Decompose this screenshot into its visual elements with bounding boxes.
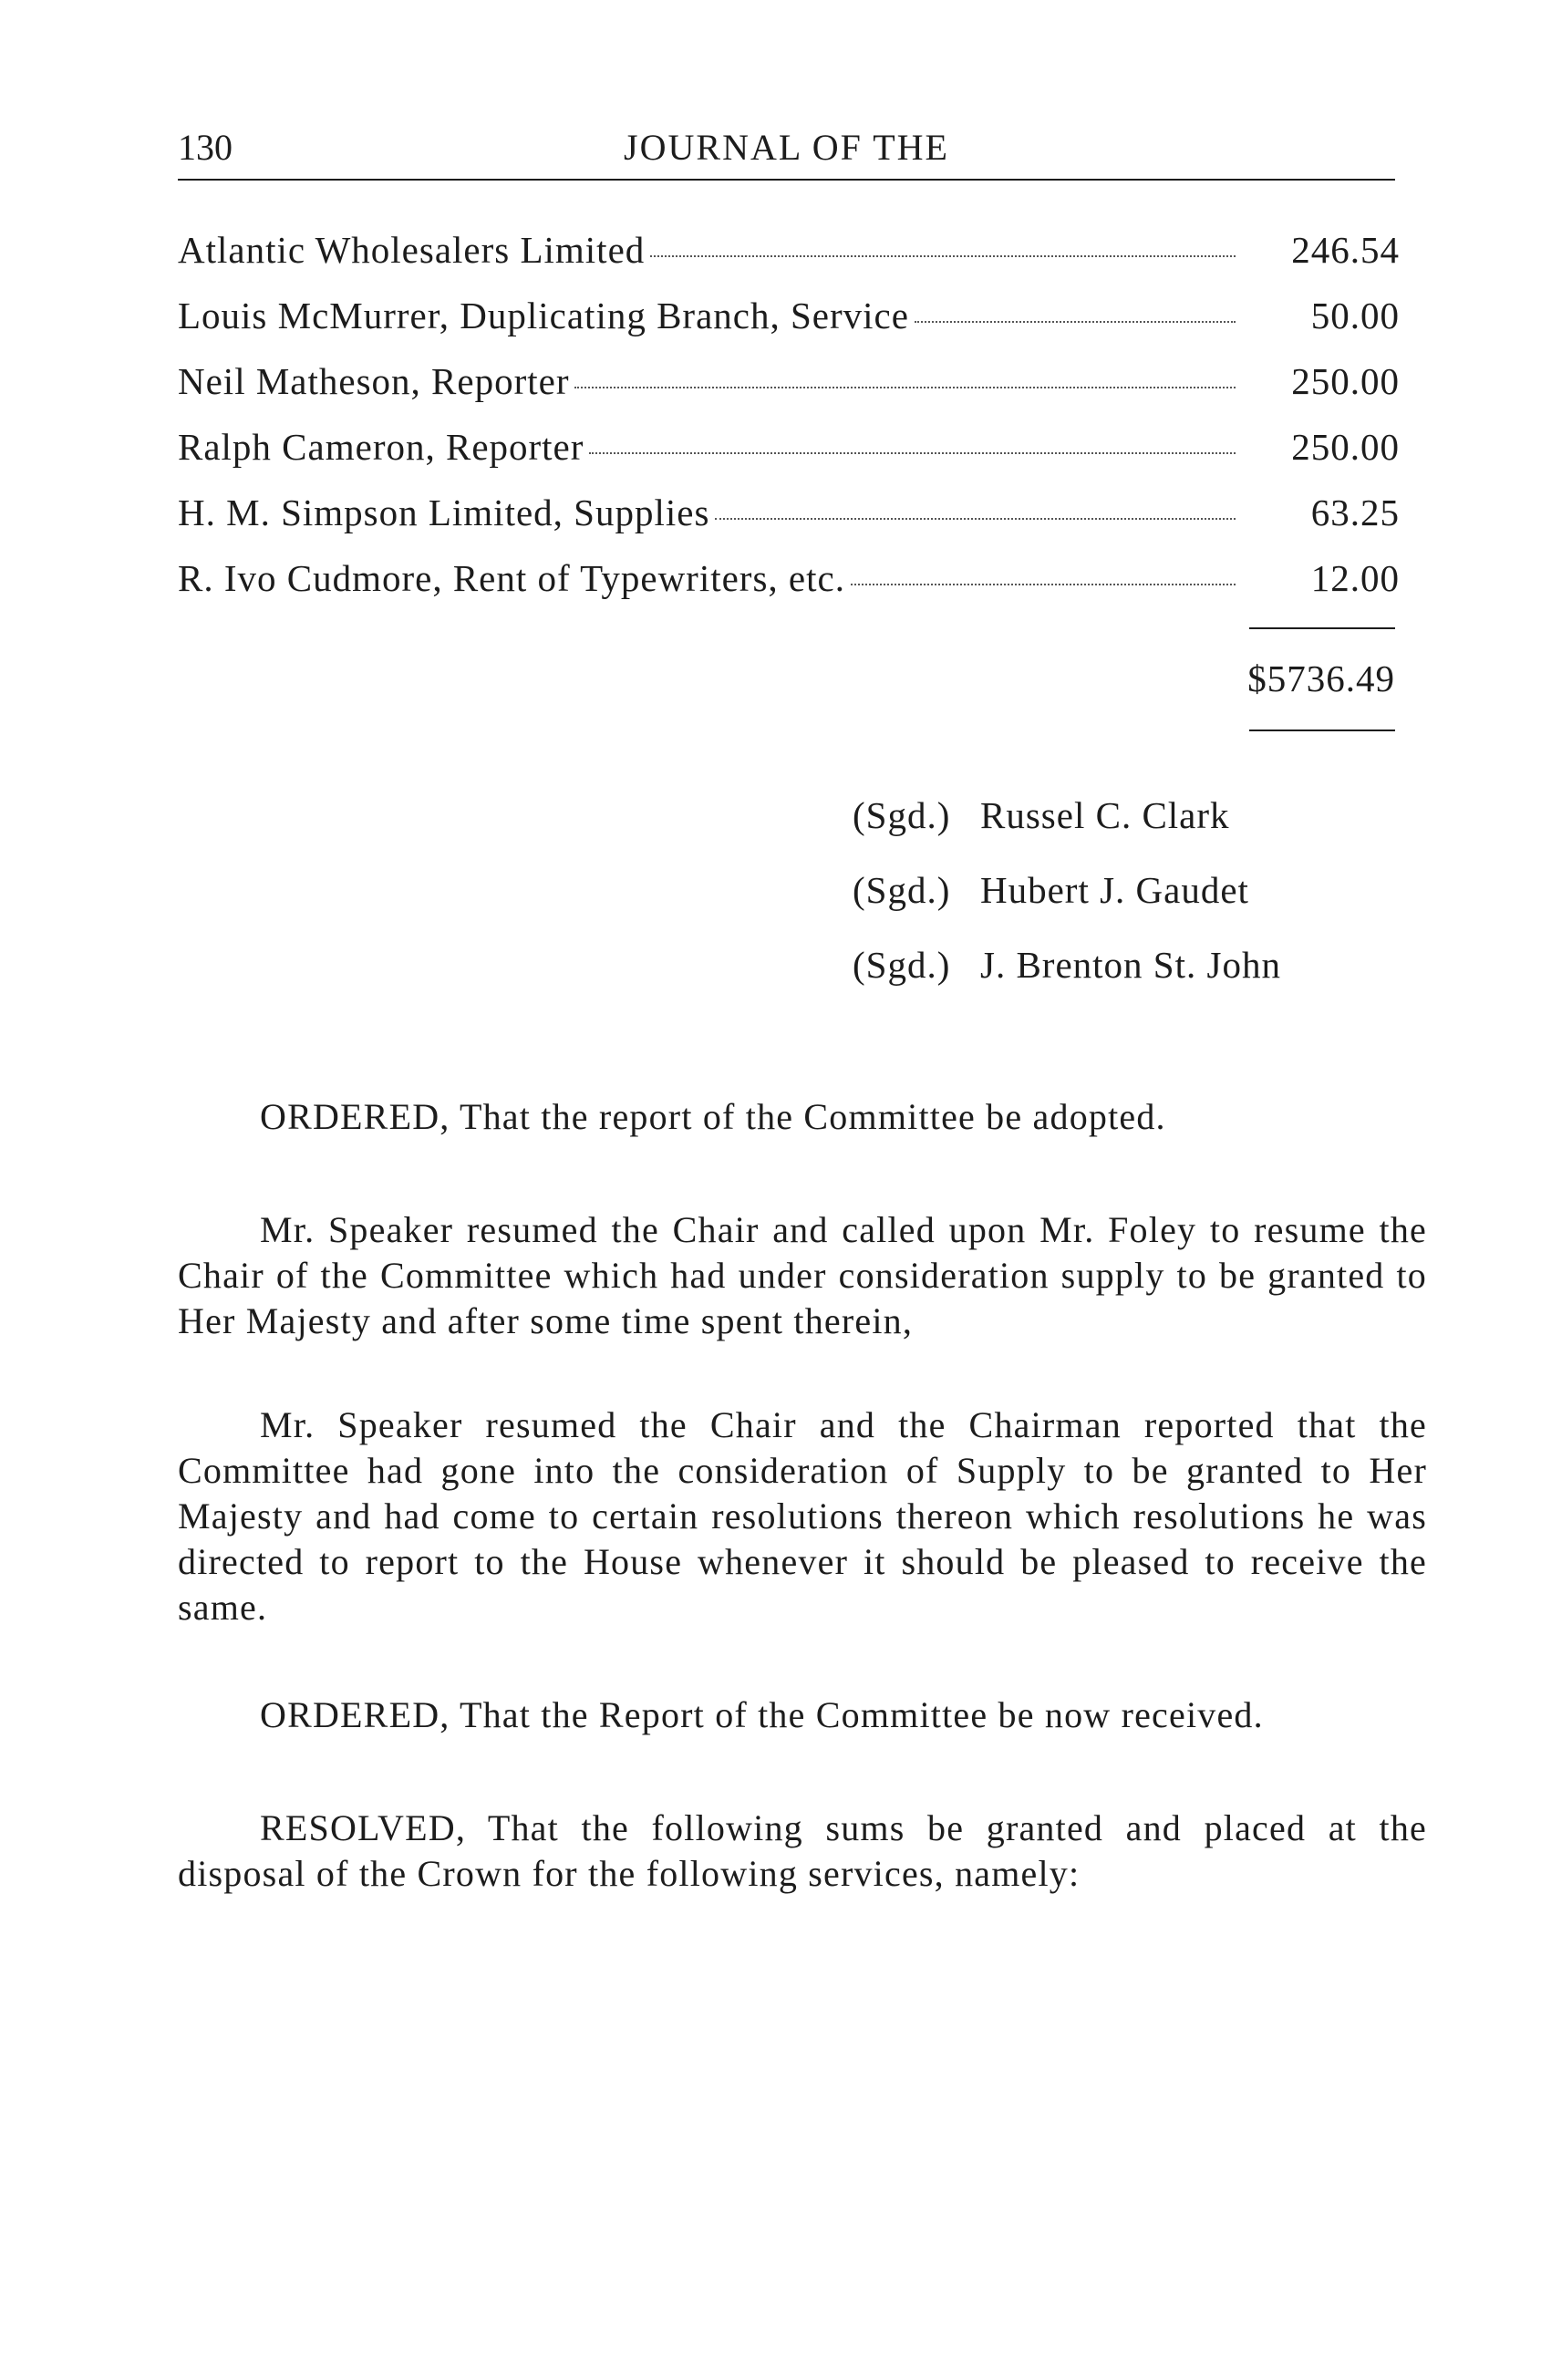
- ledger-payee: H. M. Simpson Limited, Supplies: [178, 492, 710, 533]
- signature-line: [853, 793, 1400, 868]
- signature-prefix: (Sgd.): [853, 944, 951, 986]
- page-number: 130: [178, 127, 233, 168]
- ledger-amount: 50.00: [1310, 295, 1400, 336]
- signature-line: [853, 868, 1400, 943]
- total-rule-top: [1249, 627, 1395, 629]
- ledger-amount: 12.00: [1310, 557, 1400, 599]
- ledger-row: [178, 228, 1400, 294]
- ledger-amount: 246.54: [1291, 229, 1400, 271]
- signature-prefix: (Sgd.): [853, 794, 951, 836]
- ledger-amount: 63.25: [1310, 492, 1400, 533]
- ledger-total: $5736.49: [1247, 657, 1395, 699]
- ledger-payee: R. Ivo Cudmore, Rent of Typewriters, etc.: [178, 557, 845, 599]
- signatory-name: J. Brenton St. John: [980, 944, 1281, 986]
- total-rule-bottom: [1249, 730, 1395, 731]
- dot-leader: [715, 518, 1236, 520]
- ledger-row: [178, 294, 1400, 359]
- signature-block: [853, 793, 1400, 1018]
- dot-leader: [915, 321, 1236, 323]
- signature-prefix: (Sgd.): [853, 869, 951, 911]
- ledger-row: [178, 359, 1400, 425]
- dot-leader: [589, 452, 1236, 454]
- ledger-payee: Ralph Cameron, Reporter: [178, 426, 584, 468]
- speaker-resumed-paragraph: Mr. Speaker resumed the Chair and called upon Mr. Foley to resume the Chair of the Committee which had under consideration supply to be granted to Her Majesty and after some time spent therein,: [178, 1209, 1427, 1341]
- chairman-report-paragraph: Mr. Speaker resumed the Chair and the Chairman reported that the Committee had gone into the consideration of Supply to be granted to Her Majesty and had come to certain resolutions thereon which resolutions he was directed to report to the House whenever it should be pleased to receive the same.: [178, 1404, 1427, 1628]
- dot-leader: [574, 387, 1236, 388]
- expense-ledger: [178, 228, 1400, 622]
- ledger-amount: 250.00: [1291, 360, 1400, 402]
- ledger-payee: Neil Matheson, Reporter: [178, 360, 570, 402]
- ledger-row: [178, 556, 1400, 622]
- ledger-payee: Louis McMurrer, Duplicating Branch, Service: [178, 295, 909, 336]
- ordered-adopted-paragraph: ORDERED, That the report of the Committee be adopted.: [260, 1096, 1166, 1137]
- ledger-row: [178, 491, 1400, 556]
- signatory-name: Russel C. Clark: [980, 794, 1230, 836]
- signatory-name: Hubert J. Gaudet: [980, 869, 1249, 911]
- ledger-payee: Atlantic Wholesalers Limited: [178, 229, 646, 271]
- ordered-received-paragraph: ORDERED, That the Report of the Committee be now received.: [260, 1694, 1264, 1735]
- ledger-row: [178, 425, 1400, 491]
- signature-line: [853, 943, 1400, 1018]
- resolved-paragraph: RESOLVED, That the following sums be granted and placed at the disposal of the Crown for the following services, namely:: [178, 1807, 1427, 1894]
- page-header: [178, 119, 1395, 181]
- ledger-amount: 250.00: [1291, 426, 1400, 468]
- dot-leader: [851, 584, 1236, 585]
- dot-leader: [650, 255, 1236, 257]
- running-head: JOURNAL OF THE: [624, 127, 949, 168]
